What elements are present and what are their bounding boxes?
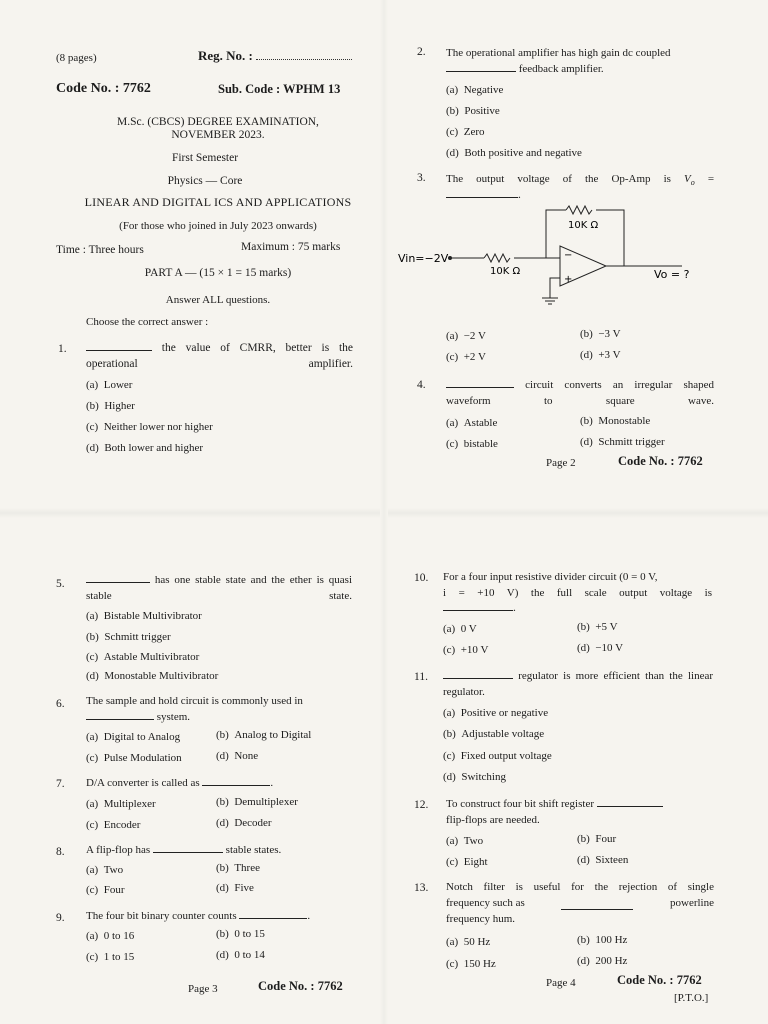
question-number: 5. xyxy=(56,578,65,590)
option-c: (c) 1 to 15 xyxy=(86,951,135,963)
option-d: (d) 0 to 14 xyxy=(216,949,265,961)
input-voltage-label: Vin=−2V xyxy=(398,252,449,265)
option-c: (c) Eight xyxy=(446,856,488,868)
option-c: (c) Encoder xyxy=(86,819,141,831)
option-a: (a) 0 to 16 xyxy=(86,930,135,942)
answer-blank xyxy=(561,896,633,910)
option-a: (a) Negative xyxy=(446,84,504,96)
eligibility-note: (For those who joined in July 2023 onwards) xyxy=(119,220,317,232)
option-d: (d) Both positive and negative xyxy=(446,147,582,159)
question-text-line3: . xyxy=(443,601,516,615)
option-b: (b) −3 V xyxy=(580,328,621,340)
question-text-line2: feedback amplifier. xyxy=(446,62,604,76)
question-number: 1. xyxy=(58,343,67,355)
option-a: (a) −2 V xyxy=(446,330,486,342)
question-text-line2: . xyxy=(446,188,521,202)
op-amp-circuit-diagram xyxy=(392,202,712,306)
option-d: (d) Schmitt trigger xyxy=(580,436,665,448)
answer-blank xyxy=(86,582,150,583)
option-c: (c) Astable Multivibrator xyxy=(86,651,200,663)
feedback-wire-left xyxy=(546,210,566,258)
option-a: (a) Astable xyxy=(446,417,498,429)
option-c: (c) bistable xyxy=(446,438,498,450)
input-resistor-label: 10K Ω xyxy=(490,266,521,277)
question-number: 4. xyxy=(417,379,426,391)
fold-crease-vertical xyxy=(380,0,388,1024)
answer-blank xyxy=(239,918,307,919)
option-b: (b) Higher xyxy=(86,400,135,412)
answer-blank xyxy=(446,71,516,72)
option-c: (c) Neither lower nor higher xyxy=(86,421,213,433)
option-d: (d) +3 V xyxy=(580,349,621,361)
exam-duration: Time : Three hours xyxy=(56,244,144,256)
option-c: (c) +2 V xyxy=(446,351,486,363)
please-turn-over: [P.T.O.] xyxy=(674,992,709,1004)
option-d: (d) Five xyxy=(216,882,254,894)
option-a: (a) 50 Hz xyxy=(446,936,491,948)
option-c: (c) Four xyxy=(86,884,125,896)
option-d: (d) None xyxy=(216,750,259,762)
question-text: the value of CMRR, better is the operational amplifier. xyxy=(86,342,353,370)
question-text: The four bit binary counter counts . xyxy=(86,910,311,922)
maximum-marks: Maximum : 75 marks xyxy=(241,241,341,253)
option-a: (a) Lower xyxy=(86,379,133,391)
answer-blank xyxy=(443,678,513,679)
ground-symbol xyxy=(542,298,558,304)
question-text: D/A converter is called as . xyxy=(86,777,274,789)
option-b: (b) Demultiplexer xyxy=(216,796,298,808)
page-number: Page 3 xyxy=(188,983,218,995)
footer-code-number: Code No. : 7762 xyxy=(617,973,702,987)
option-b: (b) 0 to 15 xyxy=(216,928,265,940)
option-c: (c) 150 Hz xyxy=(446,958,496,970)
question-text-line3: frequency hum. xyxy=(446,913,516,925)
question-number: 8. xyxy=(56,846,65,858)
part-heading: PART A — (15 × 1 = 15 marks) xyxy=(144,267,292,279)
page-number: Page 4 xyxy=(546,977,576,989)
question-number: 10. xyxy=(414,572,429,584)
question-text: The sample and hold circuit is commonly used in xyxy=(86,695,303,707)
feedback-wire-right xyxy=(596,210,624,266)
answer-blank xyxy=(86,719,154,720)
option-d: (d) Switching xyxy=(443,771,506,783)
option-b: (b) Schmitt trigger xyxy=(86,631,171,643)
option-a: (a) Two xyxy=(86,864,124,876)
option-b: (b) Positive xyxy=(446,105,500,117)
question-number: 11. xyxy=(414,671,428,683)
question-number: 12. xyxy=(414,799,429,811)
option-d: (d) Sixteen xyxy=(577,854,629,866)
answer-blank xyxy=(153,852,223,853)
option-d: (d) −10 V xyxy=(577,642,624,654)
reg-no-label: Reg. No. : xyxy=(198,49,352,63)
non-inverting-input-label: + xyxy=(564,274,573,285)
exam-title-line1: M.Sc. (CBCS) DEGREE EXAMINATION, xyxy=(117,116,319,128)
option-c: (c) Pulse Modulation xyxy=(86,752,182,764)
question-text: circuit converts an irregular shaped waveform to square wave. xyxy=(446,379,715,407)
answer-blank xyxy=(597,806,663,807)
output-voltage-label: Vo = ? xyxy=(654,268,690,281)
option-a: (a) Bistable Multivibrator xyxy=(86,610,202,622)
question-text-line2: system. xyxy=(86,710,190,724)
paper-title: LINEAR AND DIGITAL ICS AND APPLICATIONS xyxy=(84,195,352,209)
option-c: (c) Zero xyxy=(446,126,485,138)
option-a: (a) Two xyxy=(446,835,484,847)
question-text: A flip-flop has stable states. xyxy=(86,844,282,856)
question-number: 7. xyxy=(56,778,65,790)
page-number: Page 2 xyxy=(546,457,576,469)
question-number: 13. xyxy=(414,882,429,894)
answer-blank xyxy=(443,610,513,611)
option-b: (b) Monostable xyxy=(580,415,651,427)
exam-title-line2: NOVEMBER 2023. xyxy=(171,129,265,141)
semester: First Semester xyxy=(171,152,239,164)
option-b: (b) Analog to Digital xyxy=(216,729,312,741)
subject-code: Sub. Code : WPHM 13 xyxy=(218,82,341,96)
option-c: (c) +10 V xyxy=(443,644,489,656)
page-count: (8 pages) xyxy=(56,52,97,64)
feedback-resistor xyxy=(566,206,592,214)
option-d: (d) 200 Hz xyxy=(577,955,628,967)
option-d: (d) Monostable Multivibrator xyxy=(86,670,219,682)
option-a: (a) 0 V xyxy=(443,623,477,635)
answer-blank xyxy=(446,387,514,388)
question-text-line2: i = +10 V) the full scale output voltage is xyxy=(443,587,712,599)
option-a: (a) Digital to Analog xyxy=(86,731,181,743)
option-a: (a) Positive or negative xyxy=(443,707,549,719)
question-number: 9. xyxy=(56,912,65,924)
option-a: (a) Multiplexer xyxy=(86,798,156,810)
instruction-choose: Choose the correct answer : xyxy=(86,316,209,328)
subject: Physics — Core xyxy=(167,175,243,187)
input-terminal xyxy=(448,256,452,260)
answer-blank xyxy=(446,197,518,198)
footer-code-number: Code No. : 7762 xyxy=(258,979,343,993)
option-b: (b) +5 V xyxy=(577,621,618,633)
code-number: Code No. : 7762 xyxy=(56,81,151,96)
instruction-answer-all: Answer ALL questions. xyxy=(165,294,271,306)
question-text: regulator is more efficient than the linear regulator. xyxy=(443,670,713,698)
option-d: (d) Both lower and higher xyxy=(86,442,204,454)
question-text: The operational amplifier has high gain dc coupled xyxy=(446,47,671,59)
question-number: 3. xyxy=(417,172,426,184)
input-resistor xyxy=(484,254,510,262)
question-text: has one stable state and the ether is quasi stable state. xyxy=(86,574,352,602)
option-c: (c) Fixed output voltage xyxy=(443,750,552,762)
answer-blank xyxy=(202,785,270,786)
option-b: (b) Adjustable voltage xyxy=(443,728,545,740)
question-number: 6. xyxy=(56,698,65,710)
question-text: Notch filter is useful for the rejection of single xyxy=(446,881,714,893)
option-b: (b) Three xyxy=(216,862,260,874)
answer-blank xyxy=(86,350,152,351)
question-text: To construct four bit shift register xyxy=(446,797,663,811)
question-text: For a four input resistive divider circuit (0 = 0 V, xyxy=(443,571,658,583)
ground-wire xyxy=(550,278,560,298)
question-text: The output voltage of the Op-Amp is $V_o$ = xyxy=(446,173,715,188)
feedback-resistor-label: 10K Ω xyxy=(568,220,599,231)
question-text-line2: flip-flops are needed. xyxy=(446,814,540,826)
question-number: 2. xyxy=(417,46,426,58)
inverting-input-label: − xyxy=(564,250,573,261)
footer-code-number: Code No. : 7762 xyxy=(618,454,703,468)
option-b: (b) Four xyxy=(577,833,617,845)
question-text-line2: frequency such as powerline xyxy=(446,897,714,909)
option-d: (d) Decoder xyxy=(216,817,272,829)
option-b: (b) 100 Hz xyxy=(577,934,628,946)
